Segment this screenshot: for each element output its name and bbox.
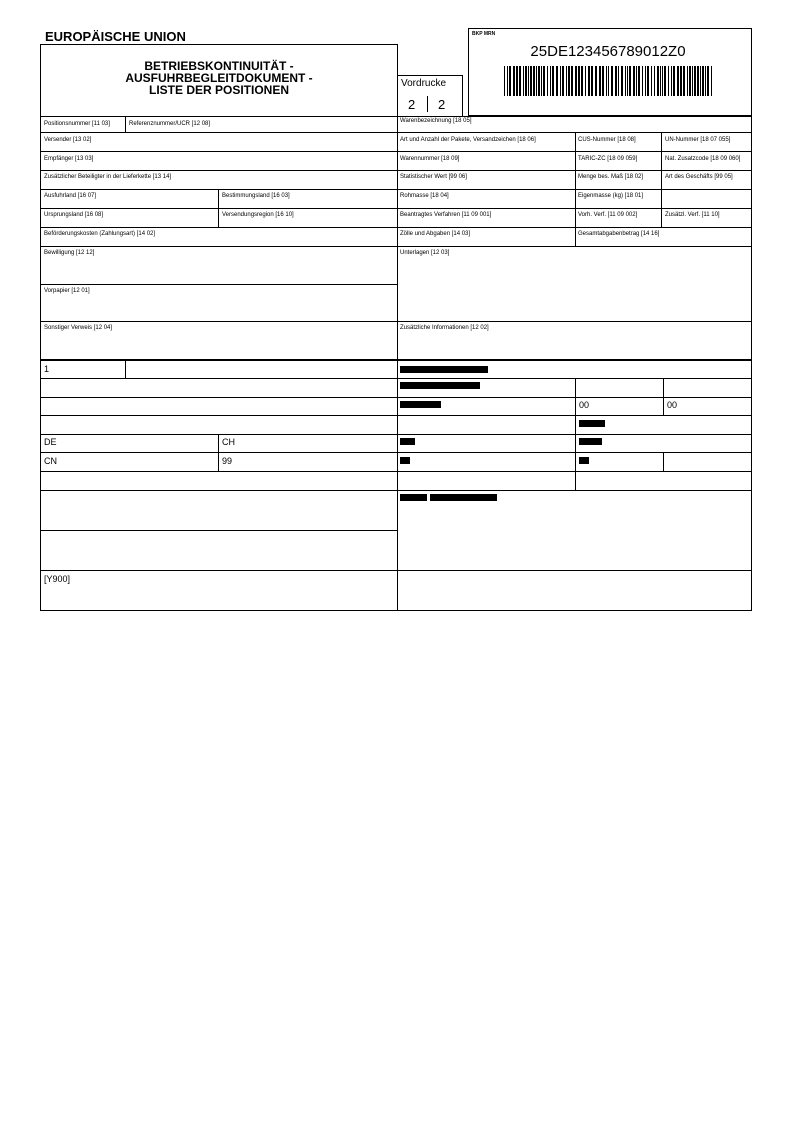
barcode-bar <box>638 66 640 96</box>
redacted-vorh-verf <box>579 457 589 464</box>
ausfuhrland-value: DE <box>44 437 57 447</box>
barcode-bar <box>692 66 693 96</box>
barcode-bar <box>668 66 669 96</box>
barcode-bar <box>707 66 709 96</box>
cus-label: CUS-Nummer [18 08] <box>578 137 636 143</box>
cus-value: 00 <box>579 400 590 410</box>
vordrucke-label: Vordrucke <box>401 78 447 89</box>
empfaenger-label: Empfänger [13 03] <box>44 156 94 162</box>
barcode-bar <box>657 66 659 96</box>
barcode-bar <box>547 66 548 96</box>
mrn-barcode <box>504 66 714 96</box>
barcode-bar <box>671 66 672 96</box>
barcode-bar <box>680 66 682 96</box>
barcode-bar <box>571 66 573 96</box>
union-heading: EUROPÄISCHE UNION <box>45 29 186 44</box>
barcode-bar <box>595 66 597 96</box>
redacted-warennummer <box>400 401 441 408</box>
barcode-bar <box>509 66 511 96</box>
bewilligung-label: Bewilligung [12 12] <box>44 250 95 256</box>
barcode-bar <box>533 66 535 96</box>
position-value: 1 <box>44 364 50 374</box>
barcode-bar <box>528 66 529 96</box>
sonstiger-verweis-value: [Y900] <box>44 574 71 584</box>
referenznummer-label: Referenznummer/UCR [12 08] <box>129 121 211 127</box>
barcode-bar <box>513 66 515 96</box>
barcode-bar <box>504 66 505 96</box>
barcode-bar <box>618 66 619 96</box>
ursprungsland-value: CN <box>44 456 57 466</box>
mrn-label: BKP MRN <box>472 31 496 37</box>
zusaetzl-verf-label: Zusätzl. Verf. [11 10] <box>665 212 720 218</box>
unterlagen-label: Unterlagen [12 03] <box>400 250 450 256</box>
barcode-bar <box>700 66 701 96</box>
barcode-bar <box>568 66 570 96</box>
barcode-bar <box>651 66 652 96</box>
vordrucke-total: 2 <box>438 97 446 112</box>
barcode-bar <box>694 66 696 96</box>
barcode-bar <box>621 66 623 96</box>
barcode-bar <box>552 66 554 96</box>
barcode-bar <box>550 66 551 96</box>
barcode-bar <box>538 66 540 96</box>
barcode-bar <box>575 66 577 96</box>
versendungsregion-value: 99 <box>222 456 233 466</box>
barcode-bar <box>664 66 666 96</box>
barcode-bar <box>647 66 649 96</box>
ursprungsland-label: Ursprungsland [16 08] <box>44 212 104 218</box>
sonstiger-verweis-label: Sonstiger Verweis [12 04] <box>44 325 113 331</box>
vorh-verf-label: Vorh. Verf. [11 09 002] <box>578 212 638 218</box>
barcode-bar <box>677 66 679 96</box>
versendungsregion-label: Versendungsregion [16 10] <box>222 212 294 218</box>
positionsnummer-label: Positionsnummer [11 03] <box>44 121 110 127</box>
barcode-bar <box>702 66 704 96</box>
barcode-bar <box>689 66 691 96</box>
barcode-bar <box>673 66 675 96</box>
barcode-bar <box>536 66 537 96</box>
mrn-number: 25DE123456789012Z0 <box>530 43 686 60</box>
document-title: BETRIEBSKONTINUITÄT - AUSFUHRBEGLEITDOKUMENT - LISTE DER POSITIONEN <box>125 59 313 97</box>
redacted-pakete <box>400 382 480 389</box>
art-geschaeft-label: Art des Geschäfts [99 05] <box>665 174 733 180</box>
barcode-bar <box>556 66 558 96</box>
barcode-bar <box>662 66 663 96</box>
warennummer-label: Warennummer [18 09] <box>400 156 460 162</box>
barcode-bar <box>606 66 607 96</box>
barcode-bar <box>599 66 601 96</box>
barcode-bar <box>642 66 643 96</box>
nat-zusatzcode-label: Nat. Zusatzcode [18 09 060] <box>665 156 741 162</box>
barcode-bar <box>629 66 631 96</box>
warenbezeichnung-label: Warenbezeichnung [18 05] <box>400 118 472 124</box>
vorpapier-label: Vorpapier [12 01] <box>44 288 90 294</box>
barcode-bar <box>560 66 561 96</box>
barcode-bar <box>608 66 609 96</box>
barcode-bar <box>636 66 637 96</box>
barcode-bar <box>566 66 567 96</box>
redacted-unterlagen-1 <box>400 494 427 501</box>
barcode-bar <box>697 66 699 96</box>
barcode-bar <box>507 66 508 96</box>
barcode-bar <box>562 66 564 96</box>
barcode-bar <box>602 66 604 96</box>
bestimmungsland-value: CH <box>222 437 235 447</box>
barcode-bar <box>627 66 628 96</box>
barcode-bar <box>660 66 661 96</box>
eigenmasse-label: Eigenmasse (kg) [18 01] <box>578 193 644 199</box>
redacted-unterlagen-2 <box>430 494 497 501</box>
barcode-bar <box>654 66 655 96</box>
redacted-eigenmasse <box>579 438 602 445</box>
barcode-bar <box>687 66 688 96</box>
barcode-bar <box>585 66 586 96</box>
beantragtes-verfahren-label: Beantragtes Verfahren [11 09 001] <box>400 212 492 218</box>
barcode-bar <box>711 66 712 96</box>
redacted-beantragtes-verfahren <box>400 457 410 464</box>
barcode-bar <box>625 66 626 96</box>
barcode-bar <box>525 66 527 96</box>
statistischer-wert-label: Statistischer Wert [99 06] <box>400 174 467 180</box>
taric-label: TARIC-ZC [18 09 059] <box>578 156 638 162</box>
barcode-bar <box>578 66 580 96</box>
barcode-bar <box>611 66 613 96</box>
vordrucke-current: 2 <box>408 97 416 112</box>
bestimmungsland-label: Bestimmungsland [16 03] <box>222 193 290 199</box>
barcode-bar <box>615 66 617 96</box>
barcode-bar <box>645 66 646 96</box>
barcode-bar <box>543 66 545 96</box>
barcode-bar <box>705 66 706 96</box>
barcode-bar <box>588 66 590 96</box>
barcode-bar <box>523 66 524 96</box>
pakete-label: Art und Anzahl der Pakete, Versandzeichen [18 06] <box>400 137 536 143</box>
rohmasse-label: Rohmasse [18 04] <box>400 193 449 199</box>
un-label: UN-Nummer [18 07 055] <box>665 137 731 143</box>
gesamtabgaben-label: Gesamtabgabenbetrag [14 16] <box>578 231 660 237</box>
zusaetzlicher-beteiligter-label: Zusätzlicher Beteiligter in der Lieferkette [13 14] <box>44 174 172 180</box>
redacted-rohmasse <box>400 438 415 445</box>
versender-label: Versender [13 02] <box>44 137 92 143</box>
zoelle-label: Zölle und Abgaben [14 03] <box>400 231 471 237</box>
barcode-bar <box>581 66 583 96</box>
menge-label: Menge bes. Maß [18 02] <box>578 174 644 180</box>
barcode-bar <box>541 66 542 96</box>
barcode-bar <box>591 66 593 96</box>
barcode-bar <box>519 66 521 96</box>
zusaetzliche-informationen-label: Zusätzliche Informationen [12 02] <box>400 325 489 331</box>
barcode-bar <box>683 66 685 96</box>
barcode-bar <box>633 66 635 96</box>
ausfuhrland-label: Ausfuhrland [16 07] <box>44 193 97 199</box>
barcode-bar <box>530 66 532 96</box>
barcode-bar <box>516 66 518 96</box>
redacted-warenbezeichnung <box>400 366 488 373</box>
befoerderungskosten-label: Beförderungskosten (Zahlungsart) [14 02] <box>44 231 156 237</box>
redacted-menge <box>579 420 605 427</box>
un-value: 00 <box>667 400 678 410</box>
